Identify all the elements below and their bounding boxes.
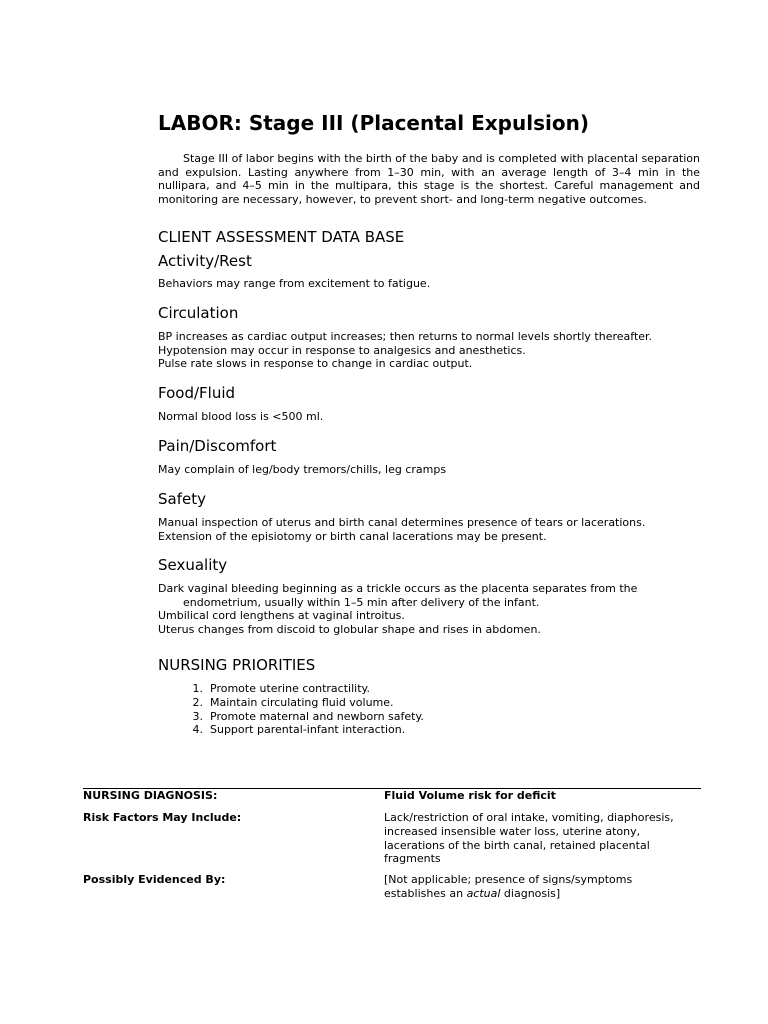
text-line: Pulse rate slows in response to change in cardiac output.	[158, 357, 473, 371]
list-item	[158, 710, 424, 724]
risk-factors-label: Risk Factors May Include:	[83, 811, 242, 824]
text-line: May complain of leg/body tremors/chills, leg cramps	[158, 463, 447, 476]
evidence-text-post: diagnosis]	[500, 886, 561, 900]
text-line: lacerations of the birth canal, retained placental	[384, 838, 650, 852]
text-line: Hypotension may occur in response to analgesics and anesthetics.	[158, 343, 526, 357]
text-line: Behaviors may range from excitement to fatigue.	[158, 277, 431, 290]
section-title-pain-discomfort: Pain/Discomfort	[158, 437, 277, 455]
list-number: 3.	[192, 709, 203, 723]
section-title-sexuality: Sexuality	[158, 556, 228, 574]
section-body-safety	[158, 516, 700, 543]
section-title-food-fluid: Food/Fluid	[158, 384, 236, 402]
text-line: Umbilical cord lengthens at vaginal introitus.	[158, 609, 405, 623]
intro-paragraph: Stage III of labor begins with the birth of the baby and is completed with placental separation and expulsion. Lasting anywhere from 1–30 min, with an average length of 3–4 min in the nullipara, and 4–5 min in the multipara, this stage is the shortest. Careful management and monitoring are necessary, however, to prevent short- and long-term negative outcomes.	[158, 152, 700, 206]
text-line: Lack/restriction of oral intake, vomiting, diaphoresis,	[384, 811, 674, 824]
text-line: Normal blood loss is <500 ml.	[158, 410, 324, 423]
section-body-sexuality	[158, 582, 700, 637]
text-line: increased insensible water loss, uterine atony,	[384, 824, 641, 838]
evidence-text-italic: actual	[466, 886, 501, 900]
text-line: fragments	[384, 852, 441, 866]
evidence-label: Possibly Evidenced By:	[83, 873, 226, 886]
text-line: Dark vaginal bleeding beginning as a trickle occurs as the placenta separates from the	[158, 582, 638, 595]
evidence-text-pre: establishes an	[384, 886, 467, 900]
text-line	[384, 887, 700, 901]
section-body-food-fluid	[158, 410, 700, 424]
text-line: [Not applicable; presence of signs/symptoms	[384, 873, 633, 886]
section-title-safety: Safety	[158, 490, 206, 508]
risk-factors-value	[384, 811, 700, 866]
list-text: Promote uterine contractility.	[210, 682, 370, 695]
nursing-diagnosis-value: Fluid Volume risk for deficit	[384, 789, 556, 802]
section-body-activity-rest	[158, 277, 700, 291]
list-item	[158, 696, 424, 710]
list-item	[158, 682, 424, 696]
text-line: Uterus changes from discoid to globular shape and rises in abdomen.	[158, 623, 541, 637]
text-line: Extension of the episiotomy or birth canal lacerations may be present.	[158, 529, 547, 543]
list-text: Promote maternal and newborn safety.	[210, 709, 424, 723]
section-body-circulation	[158, 330, 700, 371]
section-title-circulation: Circulation	[158, 304, 239, 322]
text-line: endometrium, usually within 1–5 min after delivery of the infant.	[183, 595, 540, 609]
section-title-activity-rest: Activity/Rest	[158, 252, 252, 270]
text-line: Manual inspection of uterus and birth canal determines presence of tears or lacerations.	[158, 516, 646, 529]
priorities-list	[158, 682, 424, 737]
assessment-heading: CLIENT ASSESSMENT DATA BASE	[158, 228, 405, 246]
list-number: 1.	[192, 682, 203, 695]
evidence-value	[384, 873, 700, 901]
section-body-pain-discomfort	[158, 463, 700, 477]
list-number: 4.	[192, 723, 203, 737]
page-title: LABOR: Stage III (Placental Expulsion)	[158, 111, 589, 135]
text-line: BP increases as cardiac output increases; then returns to normal levels shortly thereafter.	[158, 330, 653, 343]
list-text: Maintain circulating fluid volume.	[210, 695, 394, 709]
list-item	[158, 723, 424, 737]
nursing-diagnosis-label: NURSING DIAGNOSIS:	[83, 789, 218, 802]
list-text: Support parental-infant interaction.	[210, 723, 406, 737]
list-number: 2.	[192, 695, 203, 709]
priorities-heading: NURSING PRIORITIES	[158, 656, 316, 674]
